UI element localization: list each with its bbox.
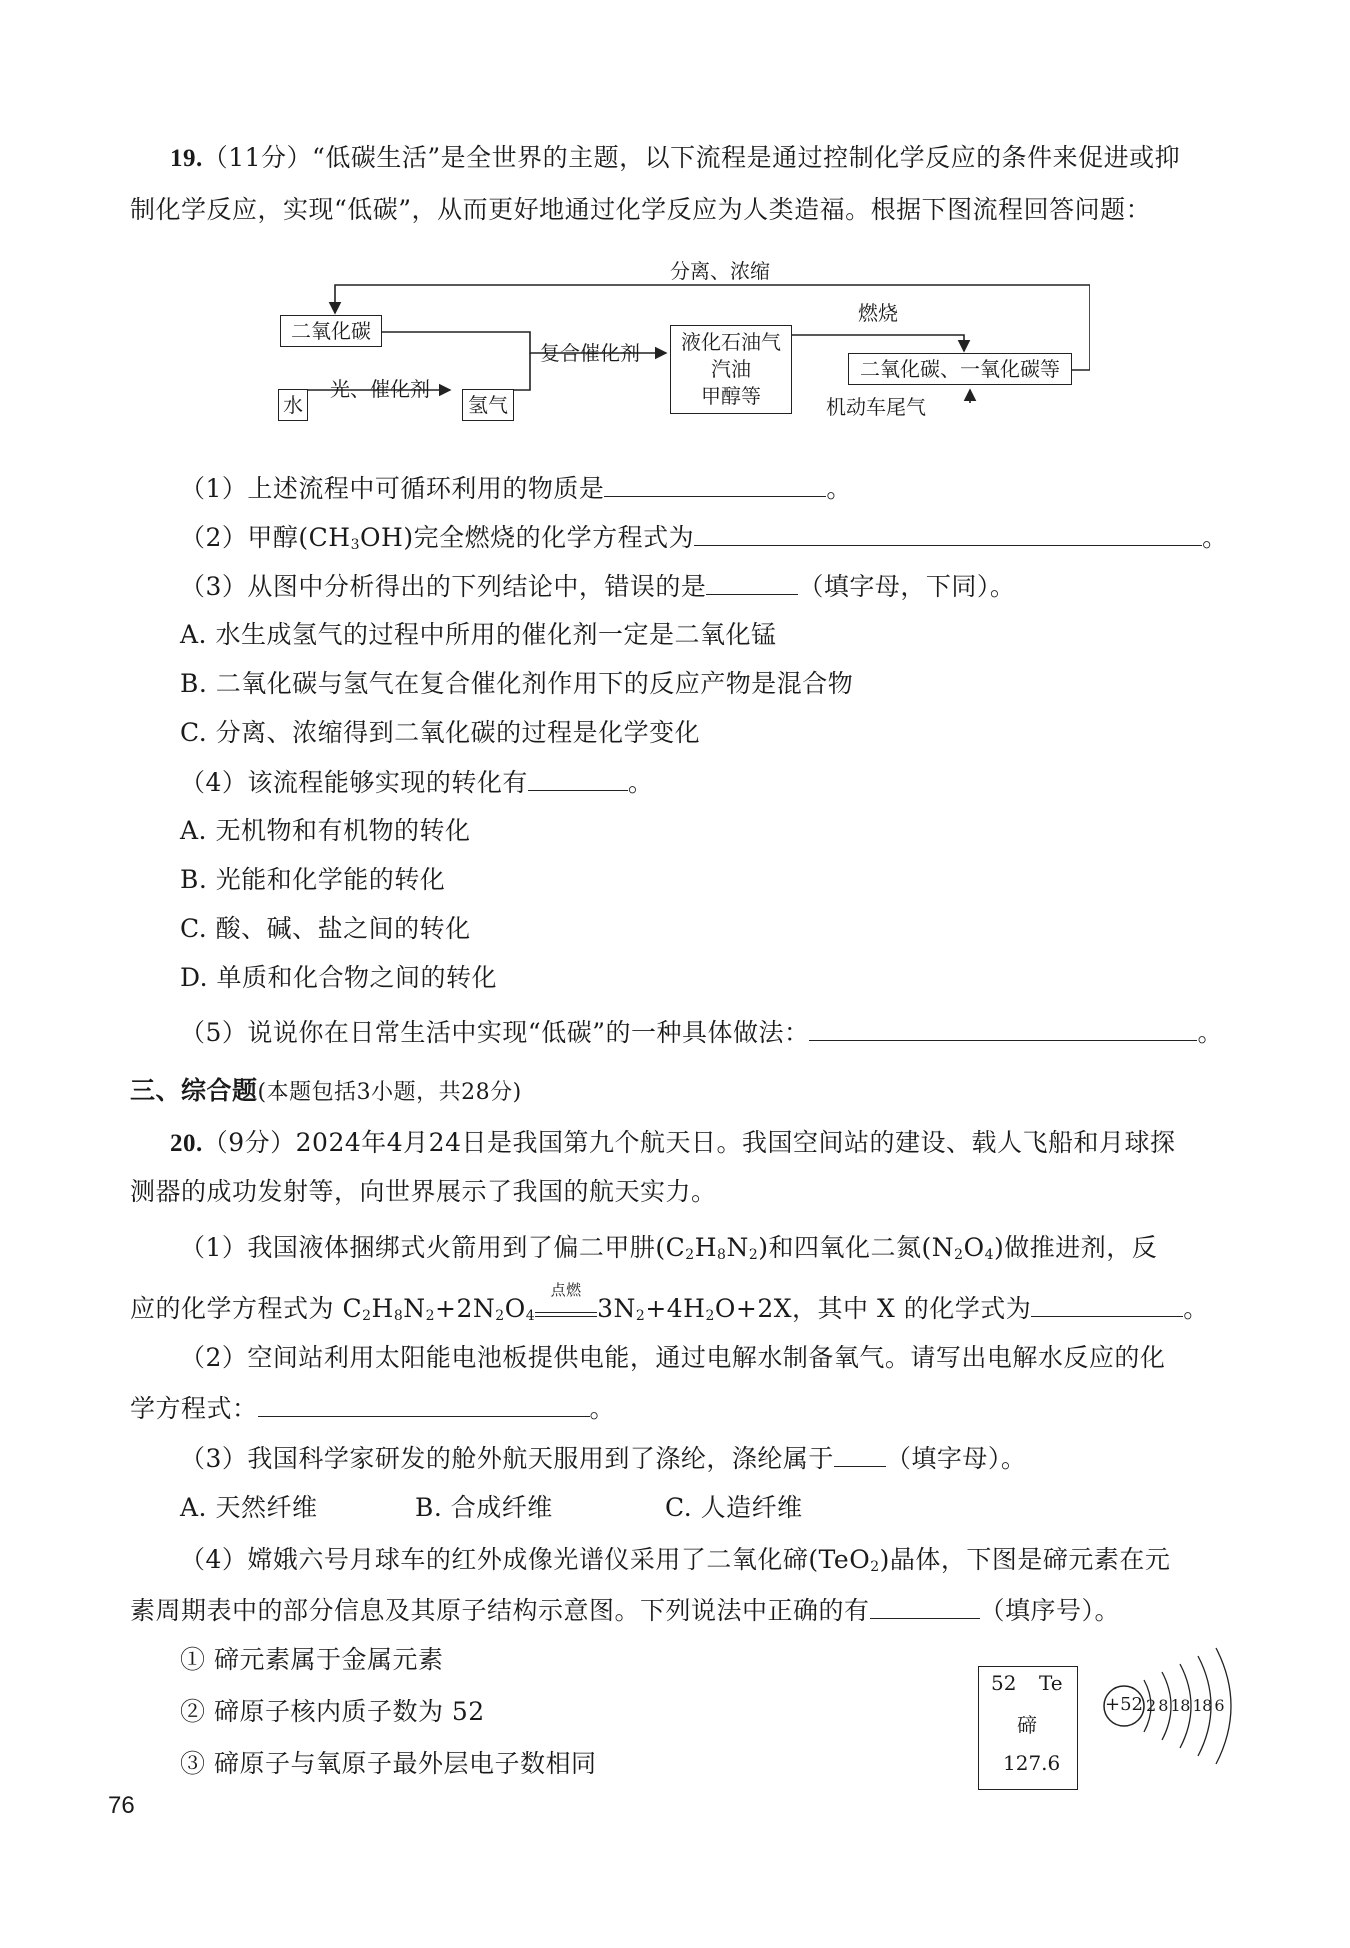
product-methanol: 甲醇等 <box>701 384 761 408</box>
q20-eq-h: O+2X，其中 X 的化学式为 <box>714 1294 1032 1323</box>
q19-p2-sub: 3 <box>350 537 361 553</box>
periodic-element-box <box>978 1666 1078 1790</box>
q20-p4-end: （填序号）。 <box>979 1596 1121 1625</box>
box-co2: 二氧化碳 <box>280 315 382 347</box>
electron-shells: 2 8 18 18 6 <box>1146 1696 1225 1715</box>
q19-p4-option-b: B. 光能和化学能的转化 <box>180 865 446 894</box>
q20-p2-text: 学方程式： <box>130 1394 258 1423</box>
q20-p1-a: （1）我国液体捆绑式火箭用到了偏二甲肼(C <box>180 1233 686 1262</box>
q20-p4-a: （4）嫦娥六号月球车的红外成像光谱仪采用了二氧化碲(TeO <box>180 1545 871 1574</box>
nucleus-charge: +52 <box>1105 1694 1143 1715</box>
q19-line1 <box>170 140 1180 177</box>
q20-eq-a: 应的化学方程式为 C <box>130 1294 363 1323</box>
q19-line2 <box>130 192 1151 228</box>
q20-p4-sub: 2 <box>870 1559 880 1575</box>
element-symbol: Te <box>1039 1671 1063 1695</box>
q20-p3-option-a: A. 天然纤维 <box>180 1493 318 1522</box>
q19-p3-option-c: C. 分离、浓缩得到二氧化碳的过程是化学变化 <box>180 718 701 747</box>
q20-p3 <box>180 1440 1026 1477</box>
reaction-arrow <box>535 1281 597 1317</box>
section-note: (本题包括3小题，共28分) <box>257 1080 522 1105</box>
label-light-catalyst: 光、催化剂 <box>330 377 430 401</box>
q19-p4-end: 。 <box>627 768 654 797</box>
section-heading <box>130 1073 522 1111</box>
q20-p1-d: )和四氧化二氮(N <box>758 1233 955 1262</box>
flow-diagram <box>270 255 1090 435</box>
q20-p2-blank[interactable] <box>258 1390 590 1417</box>
box-oxides: 二氧化碳、一氧化碳等 <box>848 353 1072 385</box>
q20-p3-option-c: C. 人造纤维 <box>665 1493 803 1522</box>
q19-p1-text: （1）上述流程中可循环利用的物质是 <box>180 474 605 503</box>
q20-p1-end: 。 <box>1183 1294 1209 1323</box>
q20-eq-sub4: 2 <box>495 1308 505 1324</box>
q20-p4-blank[interactable] <box>870 1592 980 1619</box>
page-number: 76 <box>108 1792 135 1819</box>
q20-sub-n2: 2 <box>748 1247 759 1263</box>
q20-p4-b: )晶体，下图是碲元素在元 <box>879 1545 1171 1574</box>
q19-p5 <box>180 1014 1223 1051</box>
q19-p5-end: 。 <box>1197 1018 1223 1047</box>
q20-p3-text: （3）我国科学家研发的舱外航天服用到了涤纶，涤纶属于 <box>180 1444 834 1473</box>
q20-p3-blank[interactable] <box>834 1440 886 1467</box>
q20-p2-line1: （2）空间站利用太阳能电池板提供电能，通过电解水制备氧气。请写出电解水反应的化 <box>180 1343 1166 1372</box>
q20-eq-sub1: 2 <box>362 1308 372 1324</box>
q20-eq-b: H <box>371 1294 394 1323</box>
label-composite-catalyst: 复合催化剂 <box>540 341 640 365</box>
q19-p3 <box>180 568 1015 605</box>
label-burn: 燃烧 <box>858 301 898 325</box>
q20-p4-line2 <box>130 1592 1120 1629</box>
q20-text1: （9分）2024年4月24日是我国第九个航天日。我国空间站的建设、载人飞船和月球探 <box>202 1128 1176 1157</box>
q20-line2: 测器的成功发射等，向世界展示了我国的航天实力。 <box>130 1177 717 1206</box>
q20-p4-line1 <box>180 1542 1170 1585</box>
label-separate-concentrate: 分离、浓缩 <box>670 259 770 283</box>
element-name: 碲 <box>1017 1713 1037 1737</box>
q19-p4 <box>180 764 653 801</box>
q20-p1-line1 <box>180 1230 1157 1273</box>
section-title: 三、综合题 <box>130 1076 258 1105</box>
q20-eq-f: 3N <box>597 1294 636 1323</box>
q20-p4-text: 素周期表中的部分信息及其原子结构示意图。下列说法中正确的有 <box>130 1596 870 1625</box>
q20-eq-sub3: 2 <box>425 1308 436 1324</box>
q19-p5-text: （5）说说你在日常生活中实现“低碳”的一种具体做法： <box>180 1018 810 1047</box>
q19-p4-option-d: D. 单质和化合物之间的转化 <box>180 963 498 992</box>
q20-eq-sub7: 2 <box>705 1308 715 1324</box>
q20-p2-line2 <box>130 1390 615 1427</box>
q20-sub-o4: 4 <box>984 1247 994 1263</box>
q20-eq-e: O <box>504 1294 526 1323</box>
q19-p4-blank[interactable] <box>528 764 628 791</box>
q20-p1-e: O <box>963 1233 985 1262</box>
q20-sub-h8: 8 <box>717 1247 727 1263</box>
q20-eq-sub5: 4 <box>525 1308 536 1324</box>
q19-number: 19. <box>170 145 203 172</box>
q19-p4-option-a: A. 无机物和有机物的转化 <box>180 816 471 845</box>
q20-eq-d: +2N <box>435 1294 496 1323</box>
q20-p1-f: )做推进剂，反 <box>993 1233 1158 1262</box>
q19-p2-b: OH)完全燃烧的化学方程式为 <box>360 523 695 552</box>
q19-p3-option-a: A. 水生成氢气的过程中所用的催化剂一定是二氧化锰 <box>180 620 777 649</box>
q19-p2-blank[interactable] <box>694 519 1202 546</box>
reaction-condition: 点燃 <box>550 1281 582 1299</box>
product-lpg: 液化石油气 <box>681 330 781 354</box>
q19-p4-text: （4）该流程能够实现的转化有 <box>180 768 528 797</box>
q19-p2 <box>180 519 1228 563</box>
q19-p1 <box>180 470 852 507</box>
q19-p2-a: （2）甲醇(CH <box>180 523 351 552</box>
q20-p2-end: 。 <box>589 1394 616 1423</box>
q19-p2-end: 。 <box>1202 523 1228 552</box>
q19-text2: 制化学反应，实现“低碳”，从而更好地通过化学反应为人类造福。根据下图流程回答问题： <box>130 195 1152 224</box>
q20-p1-line2 <box>130 1281 1209 1334</box>
q19-p3-blank[interactable] <box>706 568 798 595</box>
box-hydrogen: 氢气 <box>462 389 514 421</box>
q20-line1 <box>170 1125 1176 1162</box>
q20-eq-g: +4H <box>645 1294 706 1323</box>
equals-sign <box>535 1312 597 1317</box>
q19-p1-end: 。 <box>826 474 852 503</box>
q20-statement-2: ② 碲原子核内质子数为 52 <box>180 1697 485 1726</box>
q20-sub-c2: 2 <box>685 1247 695 1263</box>
q19-p3-option-b: B. 二氧化碳与氢气在复合催化剂作用下的反应产物是混合物 <box>180 669 854 698</box>
q19-p1-blank[interactable] <box>604 470 826 497</box>
q19-p4-option-c: C. 酸、碱、盐之间的转化 <box>180 914 471 943</box>
label-exhaust: 机动车尾气 <box>826 395 926 419</box>
q19-p5-blank[interactable] <box>809 1014 1197 1041</box>
q20-sub-n2b: 2 <box>954 1247 964 1263</box>
q20-p3-option-b: B. 合成纤维 <box>415 1493 553 1522</box>
q19-p3-text: （3）从图中分析得出的下列结论中，错误的是 <box>180 572 707 601</box>
atomic-mass: 127.6 <box>1003 1751 1061 1775</box>
atomic-number: 52 <box>991 1671 1017 1695</box>
box-water: 水 <box>278 389 308 421</box>
q20-eq-sub6: 2 <box>635 1308 646 1324</box>
q20-p1-b: H <box>694 1233 718 1262</box>
q19-text1: （11分）“低碳生活”是全世界的主题，以下流程是通过控制化学反应的条件来促进或抑 <box>202 143 1181 172</box>
box-products <box>670 325 792 414</box>
q20-eq-c: N <box>403 1294 426 1323</box>
q20-p1-blank[interactable] <box>1031 1290 1183 1317</box>
q20-eq-sub2: 8 <box>393 1308 404 1324</box>
atomic-structure-diagram <box>1100 1640 1250 1770</box>
q19-p3-end: （填字母，下同）。 <box>798 572 1016 601</box>
q20-statement-3: ③ 碲原子与氧原子最外层电子数相同 <box>180 1749 597 1778</box>
q20-p3-options <box>180 1490 803 1526</box>
q20-p3-end: （填字母）。 <box>885 1444 1027 1473</box>
q20-statement-1: ① 碲元素属于金属元素 <box>180 1645 444 1674</box>
q20-number: 20. <box>170 1130 203 1157</box>
q20-p1-c: N <box>726 1233 749 1262</box>
product-gasoline: 汽油 <box>711 357 751 381</box>
